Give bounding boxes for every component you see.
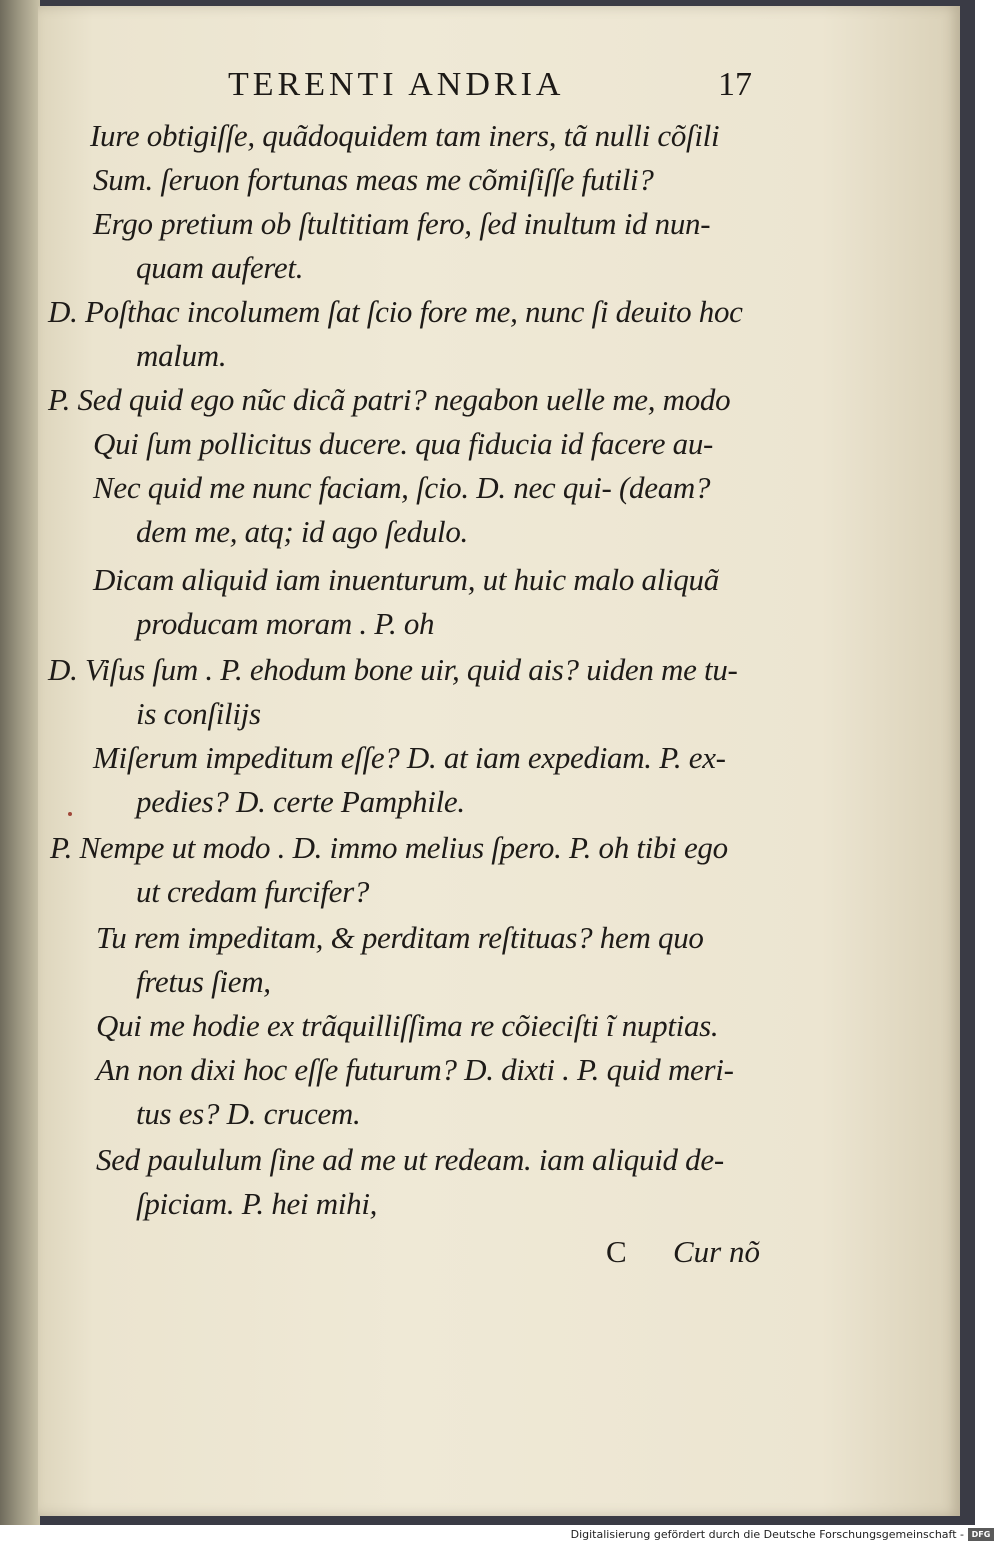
book-spine-edge	[0, 0, 40, 1525]
text-line-15: Miſerum impeditum eſſe? D. at iam expediam. P. ex-	[93, 740, 726, 775]
text-line-7: P. Sed quid ego nũc dicã patri? negabon uelle me, modo	[48, 382, 731, 417]
text-line-11: Dicam aliquid iam inuenturum, ut huic malo aliquã	[93, 562, 719, 597]
catchword: Cur nõ	[673, 1234, 760, 1269]
text-line-18: ut credam furcifer?	[136, 874, 370, 909]
text-line-19: Tu rem impeditam, & perditam reſtituas? hem quo	[96, 920, 704, 955]
text-line-3: Ergo pretium ob ſtultitiam fero, ſed inultum id nun-	[93, 206, 711, 241]
funding-notice: Digitalisierung gefördert durch die Deutsche Forschungsgemeinschaft -	[570, 1528, 964, 1541]
text-line-8: Qui ſum pollicitus ducere. qua fiducia id facere au-	[93, 426, 714, 461]
page-number: 17	[718, 66, 752, 103]
text-line-21: Qui me hodie ex trãquilliſſima re cõieciſti ĩ nuptias.	[96, 1008, 719, 1043]
book-page	[38, 6, 960, 1516]
digitization-footer	[0, 1525, 1000, 1545]
text-line-6: malum.	[136, 338, 227, 373]
text-line-5: D. Poſthac incolumem ſat ſcio fore me, nunc ſi deuito hoc	[48, 294, 743, 329]
text-line-24: Sed paululum ſine ad me ut redeam. iam aliquid de-	[96, 1142, 724, 1177]
ink-speck	[68, 812, 72, 816]
text-line-14: is conſilijs	[136, 696, 261, 731]
text-line-4: quam auferet.	[136, 250, 304, 285]
running-title: TERENTI ANDRIA	[228, 66, 565, 103]
text-line-22: An non dixi hoc eſſe futurum? D. dixti . P. quid meri-	[96, 1052, 734, 1087]
text-line-17: P. Nempe ut modo . D. immo melius ſpero. P. oh tibi ego	[50, 830, 728, 865]
text-line-13: D. Viſus ſum . P. ehodum bone uir, quid ais? uiden me tu-	[48, 652, 738, 687]
text-line-23: tus es? D. crucem.	[136, 1096, 361, 1131]
signature-mark: C	[606, 1234, 627, 1269]
text-line-9: Nec quid me nunc faciam, ſcio. D. nec qui- (deam?	[93, 470, 711, 505]
dfg-logo: DFG	[968, 1528, 994, 1541]
text-line-25: ſpiciam. P. hei mihi,	[136, 1186, 378, 1221]
text-line-10: dem me, atq; id ago ſedulo.	[136, 514, 468, 549]
text-line-12: producam moram . P. oh	[136, 606, 435, 641]
text-line-20: fretus ſiem,	[136, 964, 271, 999]
text-line-16: pedies? D. certe Pamphile.	[136, 784, 465, 819]
text-line-2: Sum. ſeruon fortunas meas me cõmiſiſſe futili?	[93, 162, 654, 197]
running-header	[38, 66, 960, 116]
text-line-1: Iure obtigiſſe, quãdoquidem tam iners, tã nulli cõſili	[90, 118, 720, 153]
